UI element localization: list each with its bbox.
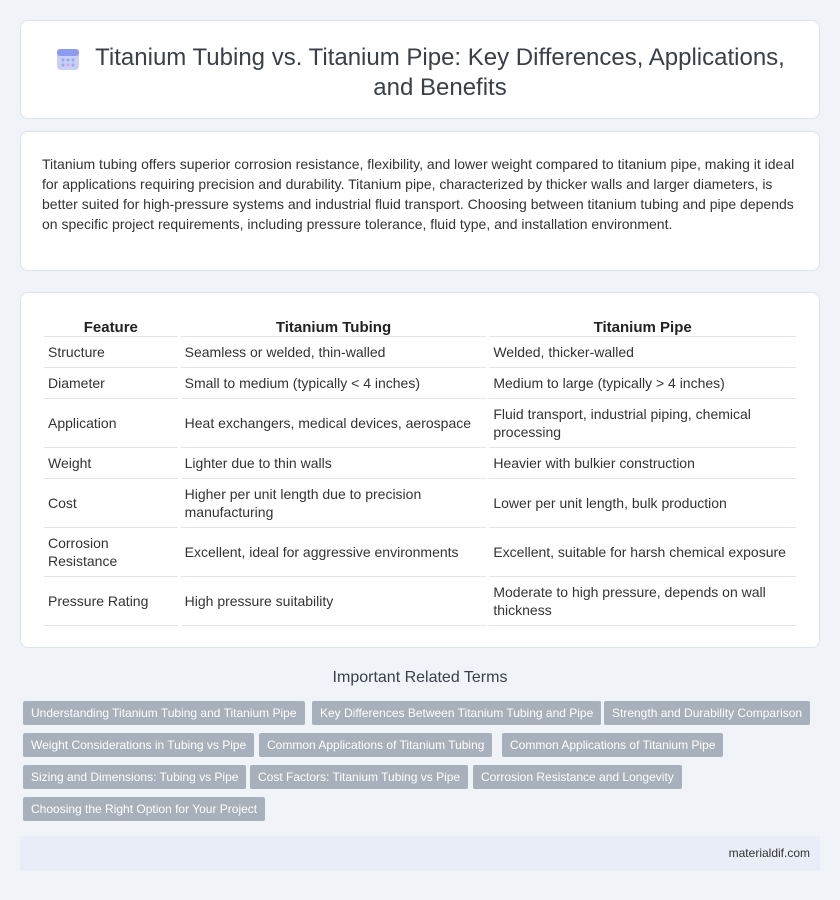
row-tubing: Excellent, ideal for aggressive environments — [181, 528, 487, 577]
related-tag[interactable]: Strength and Durability Comparison — [604, 701, 810, 725]
row-pipe: Lower per unit length, bulk production — [489, 479, 796, 528]
related-terms-title: Important Related Terms — [332, 669, 508, 686]
table-row — [44, 368, 796, 399]
row-pipe: Heavier with bulkier construction — [489, 448, 796, 479]
row-pipe: Fluid transport, industrial piping, chemical processing — [489, 399, 796, 448]
table-row — [44, 448, 796, 479]
row-feature: Weight — [44, 448, 178, 479]
table-row — [44, 399, 796, 448]
related-tag[interactable]: Understanding Titanium Tubing and Titanium Pipe — [23, 701, 305, 725]
header-feature: Feature — [44, 315, 178, 337]
row-tubing: Heat exchangers, medical devices, aerospace — [181, 399, 487, 448]
row-pipe: Medium to large (typically > 4 inches) — [489, 368, 796, 399]
footer — [20, 836, 820, 871]
table-row — [44, 577, 796, 626]
related-tag[interactable]: Key Differences Between Titanium Tubing and Pipe — [312, 701, 601, 725]
related-tag[interactable]: Choosing the Right Option for Your Project — [23, 797, 265, 821]
row-pipe: Welded, thicker-walled — [489, 337, 796, 368]
table-header-row — [44, 315, 796, 337]
row-feature: Diameter — [44, 368, 178, 399]
row-tubing: Lighter due to thin walls — [181, 448, 487, 479]
related-tag[interactable]: Sizing and Dimensions: Tubing vs Pipe — [23, 765, 246, 789]
related-tag[interactable]: Cost Factors: Titanium Tubing vs Pipe — [250, 765, 468, 789]
row-tubing: High pressure suitability — [181, 577, 487, 626]
row-feature: Corrosion Resistance — [44, 528, 178, 577]
row-feature: Cost — [44, 479, 178, 528]
comparison-table — [41, 315, 799, 626]
row-pipe: Moderate to high pressure, depends on wall thickness — [489, 577, 796, 626]
page-title: Titanium Tubing vs. Titanium Pipe: Key Differences, Applications, and Benefits — [95, 44, 785, 101]
row-feature: Application — [44, 399, 178, 448]
comparison-table-card — [20, 292, 820, 648]
related-tag[interactable]: Common Applications of Titanium Tubing — [259, 733, 492, 757]
intro-paragraph: Titanium tubing offers superior corrosion resistance, flexibility, and lower weight compared to titanium pipe, making it ideal for applications requiring precision and durability. Titanium pipe, characterized by thicker walls and larger diameters, is better suited for high-pressure systems and industrial fluid transport. Choosing between titanium tubing and pipe depends on specific project requirements, including pressure tolerance, fluid type, and installation environment. — [42, 156, 795, 232]
table-row — [44, 479, 796, 528]
related-tag[interactable]: Weight Considerations in Tubing vs Pipe — [23, 733, 254, 757]
intro-card — [20, 131, 820, 271]
row-pipe: Excellent, suitable for harsh chemical exposure — [489, 528, 796, 577]
header-titanium-tubing: Titanium Tubing — [181, 315, 487, 337]
row-tubing: Higher per unit length due to precision manufacturing — [181, 479, 487, 528]
footer-site-link[interactable]: materialdif.com — [728, 846, 810, 860]
row-feature: Pressure Rating — [44, 577, 178, 626]
row-tubing: Small to medium (typically < 4 inches) — [181, 368, 487, 399]
table-row — [44, 528, 796, 577]
row-feature: Structure — [44, 337, 178, 368]
related-tag[interactable]: Corrosion Resistance and Longevity — [473, 765, 682, 789]
related-tag[interactable]: Common Applications of Titanium Pipe — [502, 733, 723, 757]
title-card — [20, 20, 820, 119]
row-tubing: Seamless or welded, thin-walled — [181, 337, 487, 368]
table-row — [44, 337, 796, 368]
header-titanium-pipe: Titanium Pipe — [489, 315, 796, 337]
